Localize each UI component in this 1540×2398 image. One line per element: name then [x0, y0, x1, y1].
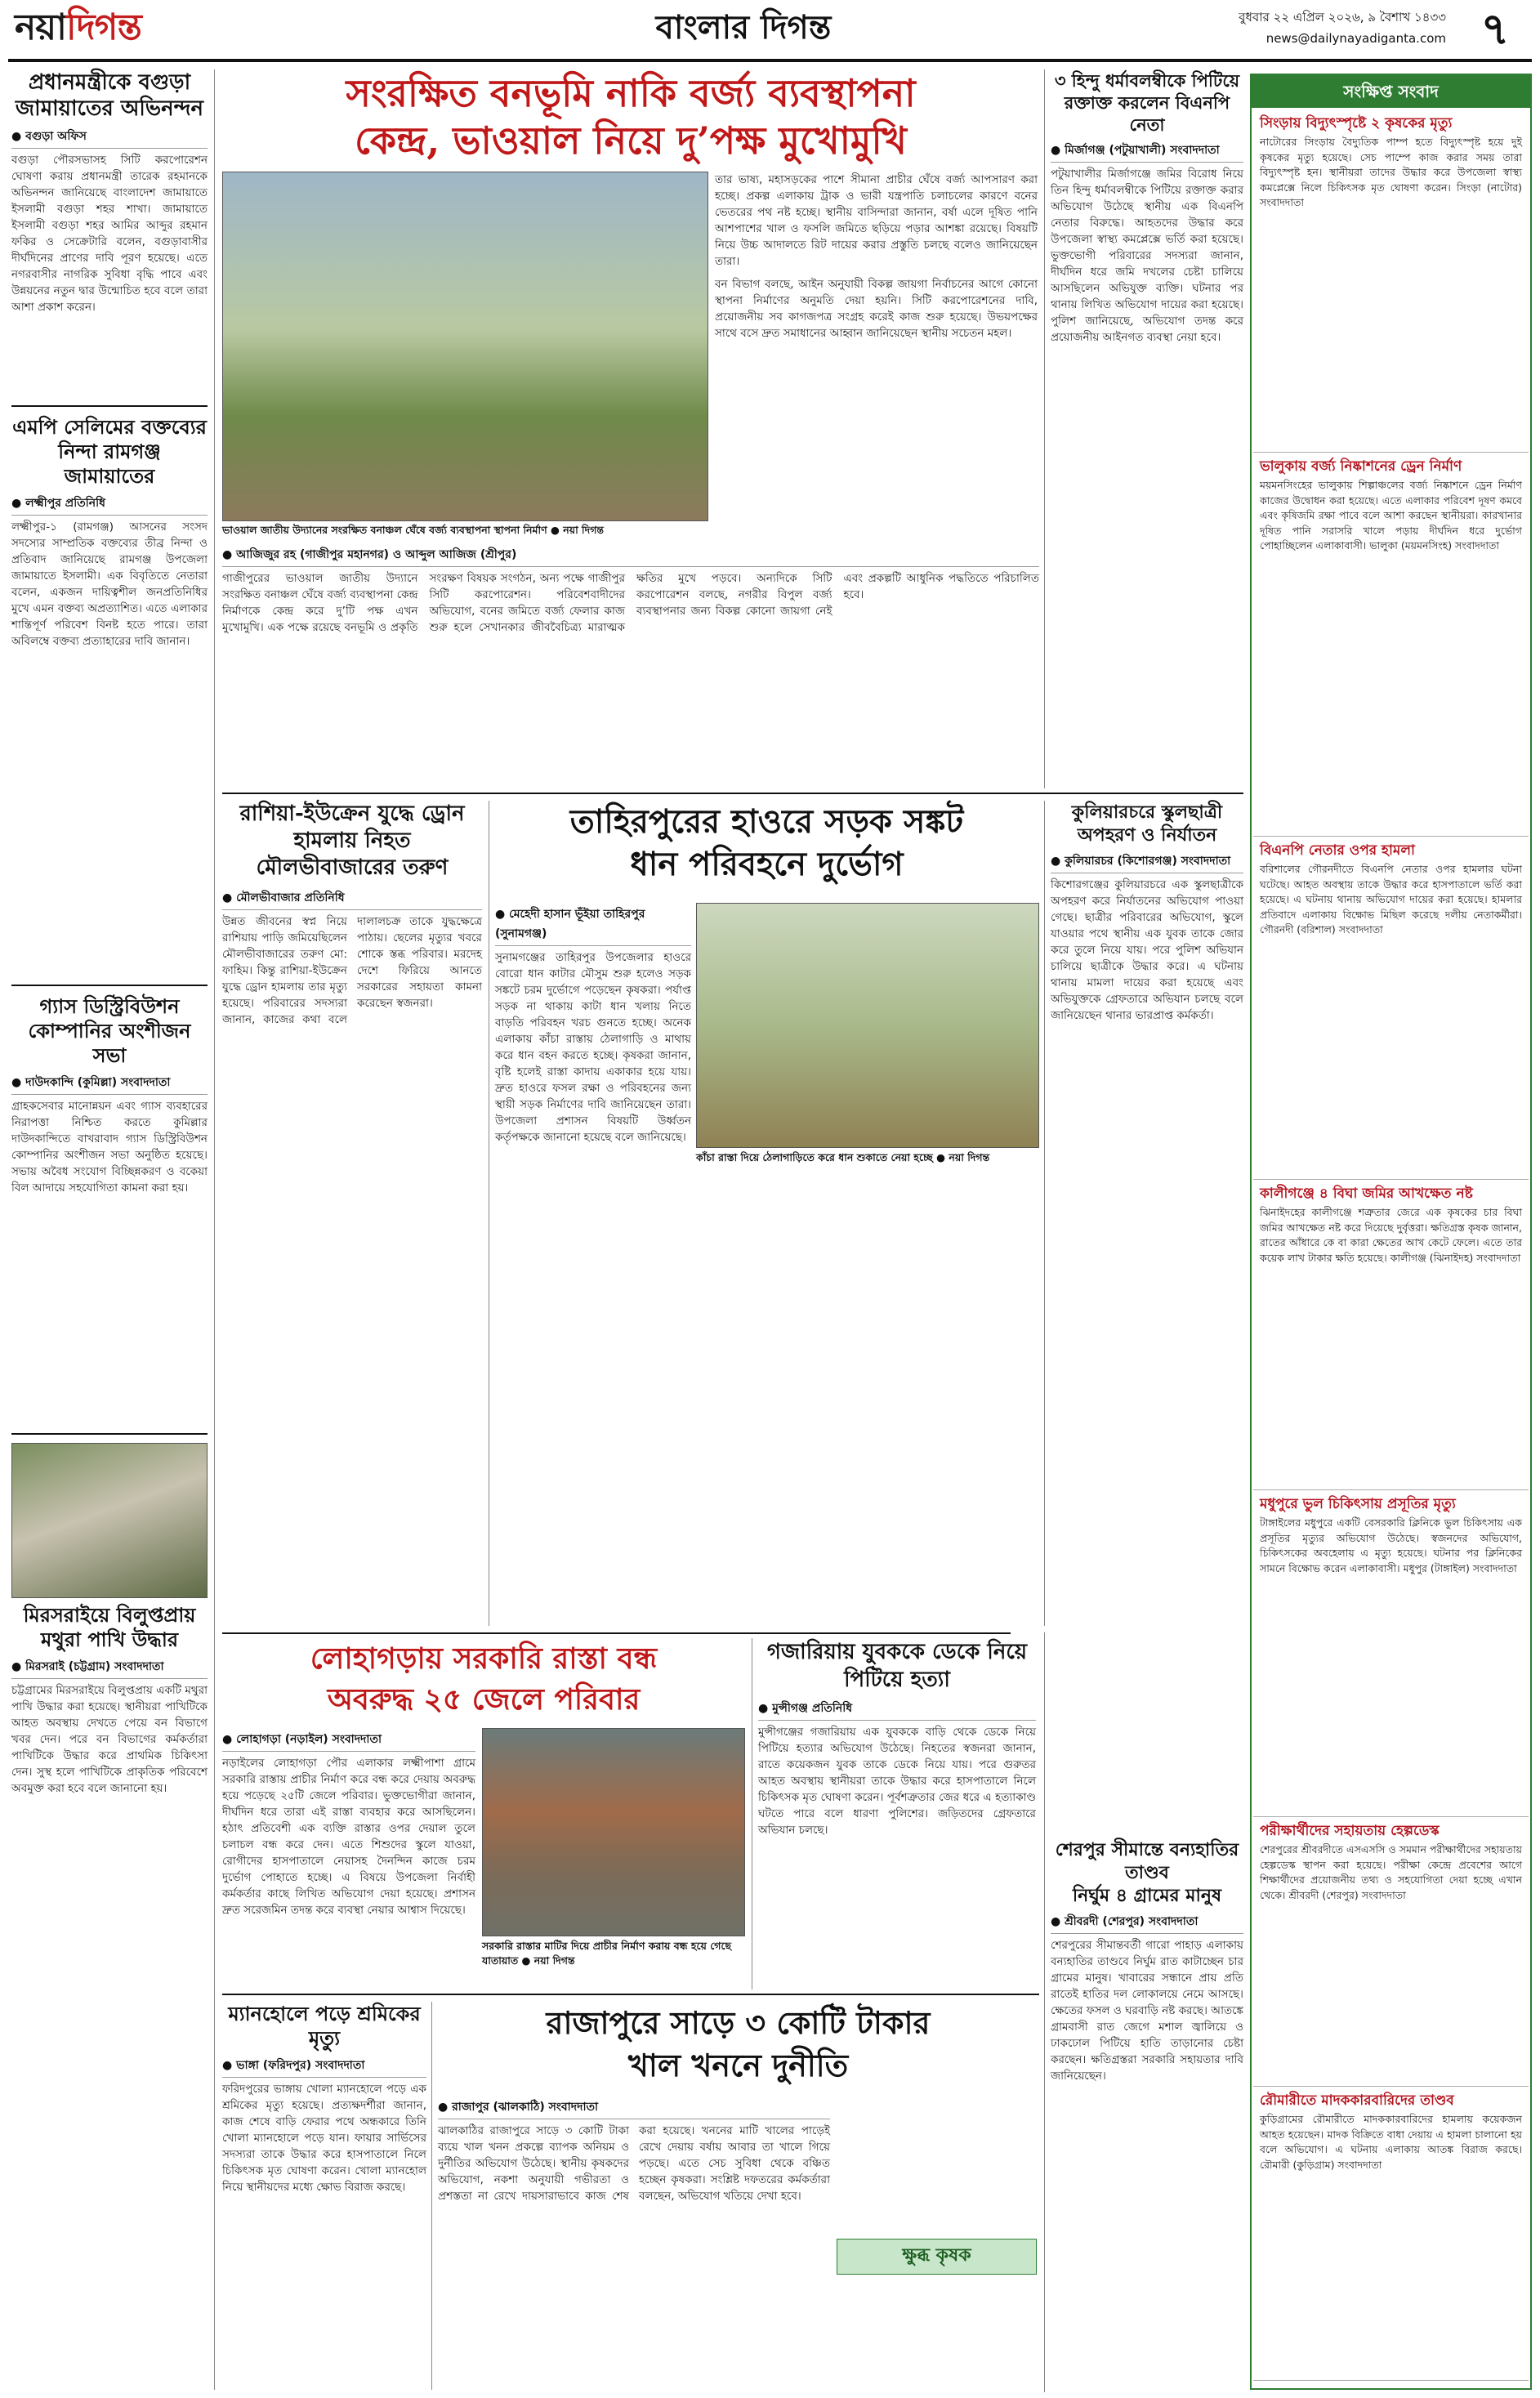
- lohagara-headline[interactable]: [222, 1638, 745, 1728]
- column-rule: [1044, 1632, 1045, 2392]
- divider: [11, 985, 208, 986]
- dateline: [1176, 7, 1446, 54]
- divider: [222, 1632, 1011, 1634]
- lead-body-right: [715, 172, 1038, 539]
- gazaria-headline[interactable]: গজারিয়ায় যুবককে ডেকে নিয়ে পিটিয়ে হত্যা: [766, 1640, 1028, 1692]
- publish-date: বুধবার ২২ এপ্রিল ২০২৬, ৯ বৈশাখ ১৪৩৩: [1239, 10, 1446, 25]
- bird-photo: [11, 1443, 208, 1598]
- sherpur-headline-line1[interactable]: শেরপুর সীমান্তে বন্যহাতির তাণ্ডব: [1055, 1839, 1239, 1883]
- kuliarchar-byline: ● কুলিয়ারচর (কিশোরগঞ্জ) সংবাদদাতা: [1051, 850, 1243, 873]
- story-ramganj-body: লক্ষ্মীপুর-১ (রামগঞ্জ) আসনের সংসদ সদস্যের সাম্প্রতিক বক্তব্যের তীব্র নিন্দা ও প্রতিবাদ জানিয়েছে রামগঞ্জ উপজেলা জামায়াতে ইসলামী। এক বিবৃতিতে নেতারা বলেন, একজন দায়িত্বশীল জনপ্রতিনিধির মুখে এমন বক্তব্য অপ্রত্যাশিত। এতে এলাকার শান্তিপূর্ণ পরিবেশ বিনষ্ট হতে পারে। তারা অবিলম্বে বক্তব্য প্রত্যাহারের দাবি জানান।: [11, 520, 208, 648]
- hindu-story: [1051, 69, 1243, 788]
- lohagara-headline-line2: অবরুদ্ধ ২৫ জেলে পরিবার: [327, 1682, 641, 1717]
- russia-body: উন্নত জীবনের স্বপ্ন নিয়ে রাশিয়ায় পাড়ি জমিয়েছিলেন মৌলভীবাজারের তরুণ মো: ফাহিম। কিন্তু রাশিয়া-ইউক্রেন যুদ্ধে ড্রোন হামলায় তার মৃত্যু হয়েছে। পরিবারের সদস্যরা জানান, কাজের কথা বলে দালালচক্র তাকে যুদ্ধক্ষেত্রে পাঠায়। ছেলের মৃত্যুর খবরে শোকে স্তব্ধ পরিবার। মরদেহ দেশে ফিরিয়ে আনতে সরকারের সহায়তা কামনা করেছেন স্বজনরা।: [222, 915, 482, 1026]
- lead-body-paragraph-1: গাজীপুরের ভাওয়াল জাতীয় উদ্যানে সংরক্ষিত বনাঞ্চল ঘেঁষে বর্জ্য ব্যবস্থাপনা কেন্দ্র নির্মাণকে কেন্দ্র করে দু’টি পক্ষ এখন মুখোমুখি। এক পক্ষে রয়েছে বনভূমি ও প্রকৃতি সংরক্ষণ বিষয়ক সংগঠন, অন্য পক্ষে গাজীপুর সিটি করপোরেশন। পরিবেশবাদীদের অভিযোগ, বনের জমিতে বর্জ্য ফেলার কাজ শুরু হলে সেখানকার জীববৈচিত্র্য মারাত্মক ক্ষতির মুখে পড়বে। অন্যদিকে সিটি করপোরেশন বলছে, নগরীর বিপুল বর্জ্য ব্যবস্থাপনার জন্য বিকল্প কোনো জায়গা নেই এবং প্রকল্পটি আধুনিক পদ্ধতিতে পরিচালিত হবে।: [222, 572, 1039, 634]
- sidebar-title: সংক্ষিপ্ত সংবাদ: [1252, 75, 1530, 108]
- rajapur-text: [438, 2096, 830, 2390]
- divider: [11, 1433, 208, 1435]
- rajapur-headline-line2: খাল খননে দুনীতি: [627, 2047, 849, 2083]
- story-bird-byline: ● মিরসরাই (চট্টগ্রাম) সংবাদদাতা: [11, 1655, 208, 1679]
- hindu-byline: ● মির্জাগঞ্জ (পটুয়াখালী) সংবাদদাতা: [1051, 139, 1243, 163]
- lead-headline-line2: কেন্দ্র, ভাওয়াল নিয়ে দু’পক্ষ মুখোমুখি: [355, 118, 907, 163]
- divider: [11, 405, 208, 407]
- divider: [222, 793, 1243, 794]
- rajapur-tag: ক্ষুব্ধ কৃষক: [837, 2239, 1037, 2275]
- sidebar-news-item[interactable]: [1253, 453, 1529, 837]
- tahirpur-text: [495, 903, 691, 1626]
- lead-body-paragraph-3: বন বিভাগ বলছে, আইন অনুযায়ী বিকল্প জায়গা নির্বাচনের আগে কোনো স্থাপনা নির্মাণের অনুমতি দেয়া হয়নি। সিটি করপোরেশনের দাবি, প্রয়োজনীয় সব কাগজপত্র সংগ্রহ করেই কাজ শুরু হয়েছে। উভয়পক্ষের সাথে বসে দ্রুত সমাধানের আহ্বান জানিয়েছেন স্থানীয় সচেতন মহল।: [715, 278, 1038, 340]
- russia-headline[interactable]: রাশিয়া-ইউক্রেন যুদ্ধে ড্রোন হামলায় নিহত মৌলভীবাজারের তরুণ: [239, 802, 465, 880]
- sidebar-news-body: শেরপুরের শ্রীবরদীতে এসএসসি ও সমমান পরীক্ষার্থীদের সহায়তায় হেল্পডেস্ক স্থাপন করা হয়েছে। পরীক্ষা কেন্দ্রে প্রবেশের আগে শিক্ষার্থীদের প্রয়োজনীয় তথ্য ও সহযোগিতা দেয়া হচ্ছে এখান থেকে। শ্রীবরদী (শেরপুর) সংবাদদাতা: [1260, 1843, 1522, 1901]
- manhole-body: ফরিদপুরের ভাঙ্গায় খোলা ম্যানহোলে পড়ে এক শ্রমিকের মৃত্যু হয়েছে। প্রত্যক্ষদর্শীরা জানান, কাজ শেষে বাড়ি ফেরার পথে অন্ধকারে তিনি খোলা ম্যানহোলে পড়ে যান। ফায়ার সার্ভিসের সদস্যরা তাকে উদ্ধার করে হাসপাতালে নিলে চিকিৎসক মৃত ঘোষণা করেন। খোলা ম্যানহোল নিয়ে স্থানীয়দের মধ্যে ক্ষোভ বিরাজ করছে।: [222, 2083, 426, 2194]
- sidebar-news-headline: রৌমারীতে মাদককারবারিদের তাণ্ডব: [1260, 2092, 1454, 2109]
- tahirpur-photo-caption: কাঁচা রাস্তা দিয়ে ঠেলাগাড়িতে করে ধান শুকাতে নেয়া হচ্ছে ● নয়া দিগন্ত: [696, 1151, 990, 1163]
- story-gas-byline: ● দাউদকান্দি (কুমিল্লা) সংবাদদাতা: [11, 1071, 208, 1095]
- gazaria-byline: ● মুন্সীগঞ্জ প্রতিনিধি: [758, 1697, 1036, 1721]
- story-bogura-headline[interactable]: প্রধানমন্ত্রীকে বগুড়া জামায়াতের অভিনন্দন: [15, 70, 204, 121]
- sidebar-list: [1253, 109, 1529, 2387]
- tahirpur-body: সুনামগঞ্জের তাহিরপুর উপজেলার হাওরে বোরো ধান কাটার মৌসুম শুরু হলেও সড়ক সঙ্কটে চরম দুর্ভোগে পড়েছেন কৃষকরা। পর্যাপ্ত সড়ক না থাকায় কাটা ধান খলায় নিতে বাড়তি পরিবহন খরচ গুনতে হচ্ছে। অনেক এলাকায় কাঁচা রাস্তায় ঠেলাগাড়ি ও মাথায় করে ধান বহন করতে হচ্ছে। কৃষকরা জানান, বৃষ্টি হলেই রাস্তা কাদায় একাকার হয়ে যায়। দ্রুত হাওরে ফসল রক্ষা ও পরিবহনের জন্য স্থায়ী সড়ক নির্মাণের দাবি জানিয়েছেন তারা। উপজেলা প্রশাসন বিষয়টি উর্ধ্বতন কর্তৃপক্ষকে জানানো হয়েছে বলে জানিয়েছে।: [495, 951, 691, 1144]
- sidebar-news-item[interactable]: [1253, 1817, 1529, 2087]
- tahirpur-headline-line1: তাহিরপুরের হাওরে সড়ক সঙ্কট: [569, 802, 964, 841]
- logo-main-text: নয়া: [15, 7, 66, 48]
- lead-photo-caption: ভাওয়াল জাতীয় উদ্যানের সংরক্ষিত বনাঞ্চল ঘেঁষে বর্জ্য ব্যবস্থাপনা স্থাপনা নির্মাণ ● নয়া দিগন্ত: [222, 524, 604, 536]
- gazaria-body: মুন্সীগঞ্জের গজারিয়ায় এক যুবককে বাড়ি থেকে ডেকে নিয়ে পিটিয়ে হত্যার অভিযোগ উঠেছে। নিহতের স্বজনরা জানান, রাতে কয়েকজন যুবক তাকে ডেকে নিয়ে যায়। পরে গুরুতর আহত অবস্থায় স্থানীয়রা তাকে উদ্ধার করে হাসপাতালে নিলে চিকিৎসক মৃত ঘোষণা করেন। পূর্বশত্রুতার জের ধরে এ হত্যাকাণ্ড ঘটতে পারে বলে ধারণা পুলিশের। জড়িতদের গ্রেফতারে অভিযান চলছে।: [758, 1726, 1036, 1837]
- lohagara-text: [222, 1728, 475, 1957]
- russia-byline: ● মৌলভীবাজার প্রতিনিধি: [222, 886, 482, 910]
- sidebar-news-headline: মধুপুরে ভুল চিকিৎসায় প্রসূতির মৃত্যু: [1260, 1496, 1456, 1512]
- story-gas-headline[interactable]: গ্যাস ডিস্ট্রিবিউশন কোম্পানির অংশীজন সভা: [28, 994, 191, 1067]
- kuliarchar-story: [1051, 801, 1243, 1626]
- tahirpur-photo: [696, 903, 1039, 1148]
- header-rule: [8, 59, 1532, 62]
- rajapur-headline-line1: রাজাপুরে সাড়ে ৩ কোটি টাকার: [546, 2004, 931, 2041]
- lohagara-body: নড়াইলের লোহাগড়া পৌর এলাকার লক্ষ্মীপাশা গ্রামে সরকারি রাস্তায় প্রাচীর নির্মাণ করে বন্ধ করে দেয়ায় অবরুদ্ধ হয়ে পড়েছে ২৫টি জেলে পরিবার। ভুক্তভোগীরা জানান, দীর্ঘদিন ধরে তারা এই রাস্তা ব্যবহার করে আসছিলেন। হঠাৎ প্রতিবেশী এক ব্যক্তি রাস্তার ওপর দেয়াল তুলে চলাচল বন্ধ করে দেন। এতে শিশুদের স্কুলে যাওয়া, রোগীদের হাসপাতালে নেয়াসহ দৈনন্দিন কাজে চরম দুর্ভোগ পোহাতে হচ্ছে। এ বিষয়ে উপজেলা নির্বাহী কর্মকর্তার কাছে লিখিত অভিযোগ দেয়া হয়েছে। প্রশাসন দ্রুত সরেজমিন তদন্ত করে ব্যবস্থা নেয়ার আশ্বাস দিয়েছে।: [222, 1757, 475, 1917]
- rajapur-byline: ● রাজাপুর (ঝালকাঠি) সংবাদদাতা: [438, 2096, 830, 2119]
- logo-sub-text: দিগন্ত: [65, 7, 141, 48]
- tahirpur-headline[interactable]: [495, 801, 1038, 899]
- sidebar-news-body: ময়মনসিংহের ভালুকায় শিল্পাঞ্চলের বর্জ্য নিষ্কাশনে ড্রেন নির্মাণ কাজের উদ্বোধন করা হয়েছে। এতে এলাকার পরিবেশ দূষণ কমবে এবং কৃষিজমি রক্ষা পাবে বলে আশা করছেন স্থানীয়রা। কারখানার দূষিত পানি সরাসরি খালে পড়ায় দীর্ঘদিন ধরে দুর্ভোগ পোহাচ্ছিলেন এলাকাবাসী। ভালুকা (ময়মনসিংহ) সংবাদদাতা: [1260, 479, 1522, 551]
- lead-headline[interactable]: [222, 69, 1039, 167]
- tahirpur-headline-line2: ধান পরিবহনে দুর্ভোগ: [630, 845, 904, 883]
- lohagara-photo: [482, 1728, 745, 1936]
- column-rule: [431, 2002, 432, 2390]
- kuliarchar-body: কিশোরগঞ্জের কুলিয়ারচরে এক স্কুলছাত্রীকে অপহরণ করে নির্যাতনের অভিযোগ পাওয়া গেছে। ছাত্রীর পরিবারের অভিযোগ, স্কুলে যাওয়ার পথে স্থানীয় এক যুবক তাকে জোর করে তুলে নিয়ে যায়। পরে পুলিশ অভিযান চালিয়ে ছাত্রীকে উদ্ধার করে। এ ঘটনায় থানায় মামলা দায়ের করা হয়েছে এবং অভিযুক্তকে গ্রেফতারে অভিযান চলছে বলে জানিয়েছেন থানার ভারপ্রাপ্ত কর্মকর্তা।: [1051, 878, 1243, 1022]
- kuliarchar-headline[interactable]: কুলিয়ারচরে স্কুলছাত্রী অপহরণ ও নির্যাতন: [1071, 802, 1223, 846]
- sidebar-news-body: নাটোরের সিংড়ায় বৈদ্যুতিক পাম্প হতে বিদ্যুৎস্পৃষ্ট হয়ে দুই কৃষকের মৃত্যু হয়েছে। সেচ পাম্পে কাজ করার সময় তারা বিদ্যুৎস্পৃষ্ট হন। স্থানীয়রা তাদের উদ্ধার করে উপজেলা স্বাস্থ্য কমপ্লেক্সে নিলে চিকিৎসক মৃত ঘোষণা করেন। সিংড়া (নাটোর) সংবাদদাতা: [1260, 136, 1522, 208]
- lead-body-paragraph-2: তার ভাষ্য, মহাসড়কের পাশে সীমানা প্রাচীর ঘেঁষে বর্জ্য আপসারণ করা হচ্ছে। প্রকল্প এলাকায় ট্রাক ও ভারী যন্ত্রপাতি চলাচলের কারণে বনের ভেতরের পথ নষ্ট হচ্ছে। স্থানীয় বাসিন্দারা জানান, বর্ষা এলে দূষিত পানি আশপাশের খাল ও ফসলি জমিতে ছড়িয়ে পড়ার আশঙ্কা রয়েছে। বিষয়টি নিয়ে উচ্চ আদালতে রিট দায়ের করার প্রস্তুতি চলছে বলেও জানিয়েছেন তারা।: [715, 173, 1038, 268]
- lead-body-bottom: [222, 543, 1039, 780]
- lohagara-byline: ● লোহাগড়া (নড়াইল) সংবাদদাতা: [222, 1728, 475, 1752]
- story-bogura-byline: ● বগুড়া অফিস: [11, 125, 208, 149]
- sherpur-headline-line2[interactable]: নির্ঘুম ৪ গ্রামের মানুষ: [1072, 1885, 1222, 1906]
- sidebar-news-body: ঝিনাইদহের কালীগঞ্জে শত্রুতার জেরে এক কৃষকের চার বিঘা জমির আখক্ষেত নষ্ট করে দিয়েছে দুর্বৃত্তরা। ক্ষতিগ্রস্ত কৃষক জানান, রাতের আঁধারে কে বা কারা ক্ষেতের আখ কেটে ফেলে। এতে তার কয়েক লাখ টাকার ক্ষতি হয়েছে। কালীগঞ্জ (ঝিনাইদহ) সংবাদদাতা: [1260, 1206, 1522, 1264]
- sidebar-news-headline: সিংড়ায় বিদ্যুৎস্পৃষ্টে ২ কৃষকের মৃত্যু: [1260, 115, 1453, 132]
- sidebar-news-body: কুড়িগ্রামের রৌমারীতে মাদককারবারিদের হামলায় কয়েকজন আহত হয়েছেন। মাদক বিক্রিতে বাধা দেয়ায় এ হামলা চালানো হয় বলে অভিযোগ। এ ঘটনায় এলাকায় আতঙ্ক বিরাজ করছে। রৌমারী (কুড়িগ্রাম) সংবাদদাতা: [1260, 2113, 1522, 2171]
- manhole-headline[interactable]: ম্যানহোলে পড়ে শ্রমিকের মৃত্যু: [228, 2002, 421, 2050]
- sidebar-news-headline: ভালুকায় বর্জ্য নিষ্কাশনের ড্রেন নির্মাণ: [1260, 458, 1462, 475]
- section-title: বাংলার দিগন্ত: [655, 8, 832, 47]
- page-number: ৭: [1480, 3, 1510, 55]
- sidebar-news-headline: কালীগঞ্জে ৪ বিঘা জমির আখক্ষেত নষ্ট: [1260, 1186, 1473, 1202]
- manhole-story: [222, 2002, 426, 2390]
- story-ramganj-headline[interactable]: এমপি সেলিমের বক্তব্যের নিন্দা রামগঞ্জ জামায়াতের: [12, 415, 207, 488]
- column-rule: [1044, 801, 1045, 1626]
- sidebar-news-body: টাঙ্গাইলের মধুপুরে একটি বেসরকারি ক্লিনিকে ভুল চিকিৎসায় এক প্রসূতির মৃত্যুর অভিযোগ উঠেছে। স্বজনদের অভিযোগ, চিকিৎসকের অবহেলায় এ মৃত্যু হয়েছে। ঘটনার পর ক্লিনিকের সামনে বিক্ষোভ করেন এলাকাবাসী। মধুপুর (টাঙ্গাইল) সংবাদদাতা: [1260, 1516, 1522, 1574]
- web-address[interactable]: news@dailynayadiganta.com: [1265, 31, 1446, 46]
- sherpur-story: [1051, 1838, 1243, 2386]
- newspaper-logo[interactable]: [15, 3, 194, 52]
- sidebar-news-headline: পরীক্ষার্থীদের সহায়তায় হেল্পডেস্ক: [1260, 1823, 1440, 1839]
- column-rule: [1044, 69, 1045, 788]
- manhole-byline: ● ভাঙ্গা (ফরিদপুর) সংবাদদাতা: [222, 2054, 426, 2078]
- gazaria-story: [758, 1638, 1036, 1989]
- story-bird-headline[interactable]: মিরসরাইয়ে বিলুপ্তপ্রায় মথুরা পাখি উদ্ধার: [23, 1603, 196, 1651]
- sidebar-news-item[interactable]: [1253, 2087, 1529, 2381]
- sidebar-news-item[interactable]: [1253, 1490, 1529, 1817]
- hindu-headline[interactable]: ৩ হিন্দু ধর্মাবলম্বীকে পিটিয়ে রক্তাক্ত করলেন বিএনপি নেতা: [1054, 70, 1240, 135]
- sidebar-news-body: বরিশালের গৌরনদীতে বিএনপি নেতার ওপর হামলার ঘটনা ঘটেছে। আহত অবস্থায় তাকে উদ্ধার করে হাসপাতালে ভর্তি করা হয়েছে। এ ঘটনায় থানায় অভিযোগ দায়ের করা হয়েছে। হামলার প্রতিবাদে এলাকায় বিক্ষোভ মিছিল করেছে দলীয় নেতাকর্মীরা। গৌরনদী (বরিশাল) সংবাদদাতা: [1260, 863, 1522, 936]
- story-ramganj-byline: ● লক্ষ্মীপুর প্রতিনিধি: [11, 492, 208, 516]
- column-rule: [214, 69, 215, 2390]
- russia-story: [222, 801, 482, 1626]
- sidebar-news-headline: বিএনপি নেতার ওপর হামলা: [1260, 842, 1415, 859]
- story-gas-body: গ্রাহকসেবার মানোন্নয়ন এবং গ্যাস ব্যবহারের নিরাপত্তা নিশ্চিত করতে কুমিল্লার দাউদকান্দিতে বাখরাবাদ গ্যাস ডিস্ট্রিবিউশন কোম্পানির অংশীজন সভা অনুষ্ঠিত হয়েছে। সভায় অবৈধ সংযোগ বিচ্ছিন্নকরণ ও বকেয়া বিল আদায়ে সহযোগিতা কামনা করা হয়।: [11, 1100, 208, 1195]
- lohagara-headline-line1: লোহাগড়ায় সরকারি রাস্তা বন্ধ: [310, 1641, 658, 1676]
- sherpur-byline: ● শ্রীবরদী (শেরপুর) সংবাদদাতা: [1051, 1910, 1243, 1934]
- rajapur-headline[interactable]: [438, 2002, 1038, 2092]
- hindu-body: পটুয়াখালীর মির্জাগঞ্জে জমির বিরোধ নিয়ে তিন হিন্দু ধর্মাবলম্বীকে পিটিয়ে রক্তাক্ত করার অভিযোগ উঠেছে স্থানীয় এক বিএনপি নেতার বিরুদ্ধে। আহতদের উদ্ধার করে উপজেলা স্বাস্থ্য কমপ্লেক্সে ভর্তি করা হয়েছে। ভুক্তভোগী পরিবারের সদস্যরা জানান, দীর্ঘদিন ধরে জমি দখলের চেষ্টা চালিয়ে আসছিলেন অভিযুক্ত ব্যক্তি। ঘটনার পর থানায় লিখিত অভিযোগ দায়ের করা হয়েছে। পুলিশ জানিয়েছে, অভিযোগ তদন্ত করে প্রয়োজনীয় আইনগত ব্যবস্থা নেয়া হবে।: [1051, 167, 1243, 344]
- sidebar-news-item[interactable]: [1253, 1180, 1529, 1490]
- rajapur-body: ঝালকাঠির রাজাপুরে সাড়ে ৩ কোটি টাকা ব্যয়ে খাল খনন প্রকল্পে ব্যাপক অনিয়ম ও দুর্নীতির অভিযোগ উঠেছে। স্থানীয় কৃষকদের অভিযোগ, নকশা অনুযায়ী গভীরতা ও প্রশস্ততা না রেখে দায়সারাভাবে কাজ শেষ করা হয়েছে। খননের মাটি খালের পাড়েই রেখে দেয়ায় বর্ষায় আবার তা খালে গিয়ে পড়ছে। এতে সেচ সুবিধা থেকে বঞ্চিত হচ্ছেন কৃষকরা। সংশ্লিষ্ট দফতরের কর্মকর্তারা বলছেন, অভিযোগ খতিয়ে দেখা হবে।: [438, 2124, 830, 2203]
- left-column: [11, 69, 208, 2386]
- tahirpur-byline: ● মেহেদী হাসান ভূঁইয়া তাহিরপুর (সুনামগঞ্জ): [495, 903, 691, 946]
- lohagara-photo-caption: সরকারি রাস্তার মাটির দিয়ে প্রাচীর নির্মাণ করায় বন্ধ হয়ে গেছে যাতায়াত ● নয়া দিগন্ত: [482, 1940, 732, 1967]
- lead-photo: [222, 172, 708, 521]
- story-bogura-body: বগুড়া পৌরসভাসহ সিটি করপোরেশন ঘোষণা করায় প্রধানমন্ত্রী তারেক রহমানকে অভিনন্দন জানিয়েছে বাংলাদেশ জামায়াতে ইসলামী বগুড়া শহর শাখা। জামায়াতে ইসলামী বগুড়া শহর আমির আব্দুর রহমান ফকির ও সেক্রেটারি বলেন, বগুড়াবাসীর দীর্ঘদিনের প্রাণের দাবি পূরণ হয়েছে। এতে নগরবাসীর নাগরিক সুবিধা বৃদ্ধি পাবে এবং উন্নয়নের নতুন দ্বার উন্মোচিত হবে বলে তারা আশা প্রকাশ করেন।: [11, 154, 208, 314]
- sidebar-news-item[interactable]: [1253, 837, 1529, 1180]
- lead-byline: ● আজিজুর রহ (গাজীপুর মহানগর) ও আব্দুল আজিজ (শ্রীপুর): [222, 543, 1039, 567]
- sherpur-body: শেরপুরের সীমান্তবর্তী গারো পাহাড় এলাকায় বন্যহাতির তাণ্ডবে নির্ঘুম রাত কাটাচ্ছেন চার গ্রামের মানুষ। খাবারের সন্ধানে প্রায় প্রতি রাতেই হাতির দল লোকালয়ে নেমে আসছে। ক্ষেতের ফসল ও ঘরবাড়ি নষ্ট করছে। আতঙ্কে গ্রামবাসী রাত জেগে মশাল জ্বালিয়ে ও ঢাকঢোল পিটিয়ে হাতি তাড়ানোর চেষ্টা করছেন। ক্ষতিগ্রস্তরা সরকারি সহায়তার দাবি জানিয়েছেন।: [1051, 1939, 1243, 2083]
- lead-headline-line1: সংরক্ষিত বনভূমি নাকি বর্জ্য ব্যবস্থাপনা: [346, 71, 916, 115]
- divider: [222, 1994, 1039, 1995]
- sidebar-news-item[interactable]: [1253, 109, 1529, 453]
- story-bird-body: চট্টগ্রামের মিরসরাইয়ে বিলুপ্তপ্রায় একটি মথুরা পাখি উদ্ধার করা হয়েছে। স্থানীয়রা পাখিটিকে আহত অবস্থায় দেখতে পেয়ে বন বিভাগে খবর দেন। পরে বন বিভাগের কর্মকর্তারা পাখিটিকে উদ্ধার করে প্রাথমিক চিকিৎসা দেন। সুস্থ হলে পাখিটিকে প্রাকৃতিক পরিবেশে অবমুক্ত করা হবে বলে জানানো হয়।: [11, 1684, 208, 1795]
